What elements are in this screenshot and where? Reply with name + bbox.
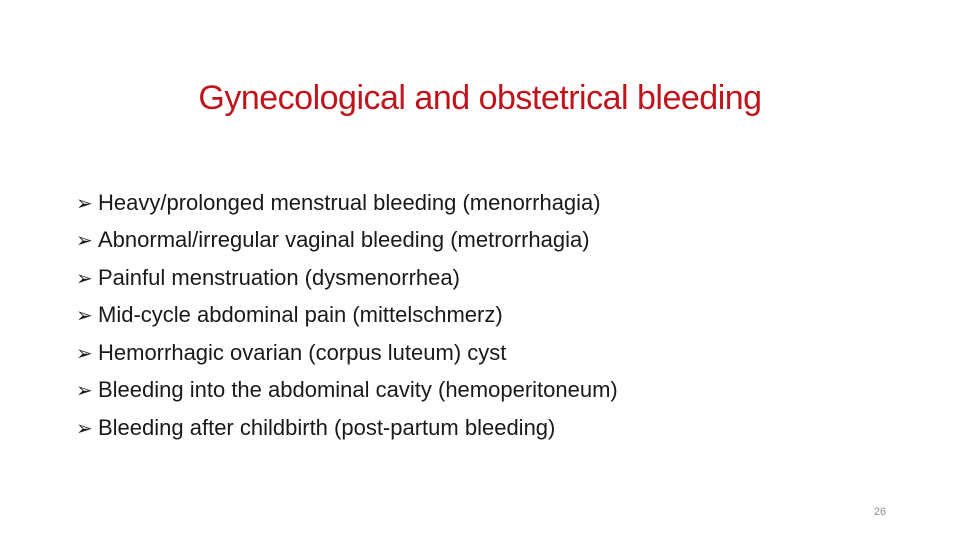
bullet-text: Mid-cycle abdominal pain (mittelschmerz)	[98, 302, 503, 328]
bullet-item	[76, 184, 618, 222]
bullet-item	[76, 372, 618, 410]
bullet-text: Abnormal/irregular vaginal bleeding (metrorrhagia)	[98, 227, 590, 253]
bullet-list	[76, 184, 618, 447]
bullet-item	[76, 259, 618, 297]
bullet-item	[76, 334, 618, 372]
arrowhead-bullet-icon: ➢	[76, 303, 93, 328]
bullet-text: Bleeding into the abdominal cavity (hemoperitoneum)	[98, 377, 618, 403]
bullet-text: Bleeding after childbirth (post-partum bleeding)	[98, 414, 556, 440]
bullet-item	[76, 222, 618, 260]
bullet-text: Hemorrhagic ovarian (corpus luteum) cyst	[98, 339, 507, 365]
bullet-item	[76, 409, 618, 447]
arrowhead-bullet-icon: ➢	[76, 190, 93, 215]
bullet-item	[76, 297, 618, 335]
page-number: 26	[873, 506, 887, 518]
arrowhead-bullet-icon: ➢	[76, 415, 93, 440]
arrowhead-bullet-icon: ➢	[76, 340, 93, 365]
arrowhead-bullet-icon: ➢	[76, 378, 93, 403]
arrowhead-bullet-icon: ➢	[76, 265, 93, 290]
arrowhead-bullet-icon: ➢	[76, 228, 93, 253]
bullet-text: Heavy/prolonged menstrual bleeding (menorrhagia)	[98, 189, 601, 215]
slide-title: Gynecological and obstetrical bleeding	[198, 79, 762, 117]
bullet-text: Painful menstruation (dysmenorrhea)	[98, 264, 460, 290]
